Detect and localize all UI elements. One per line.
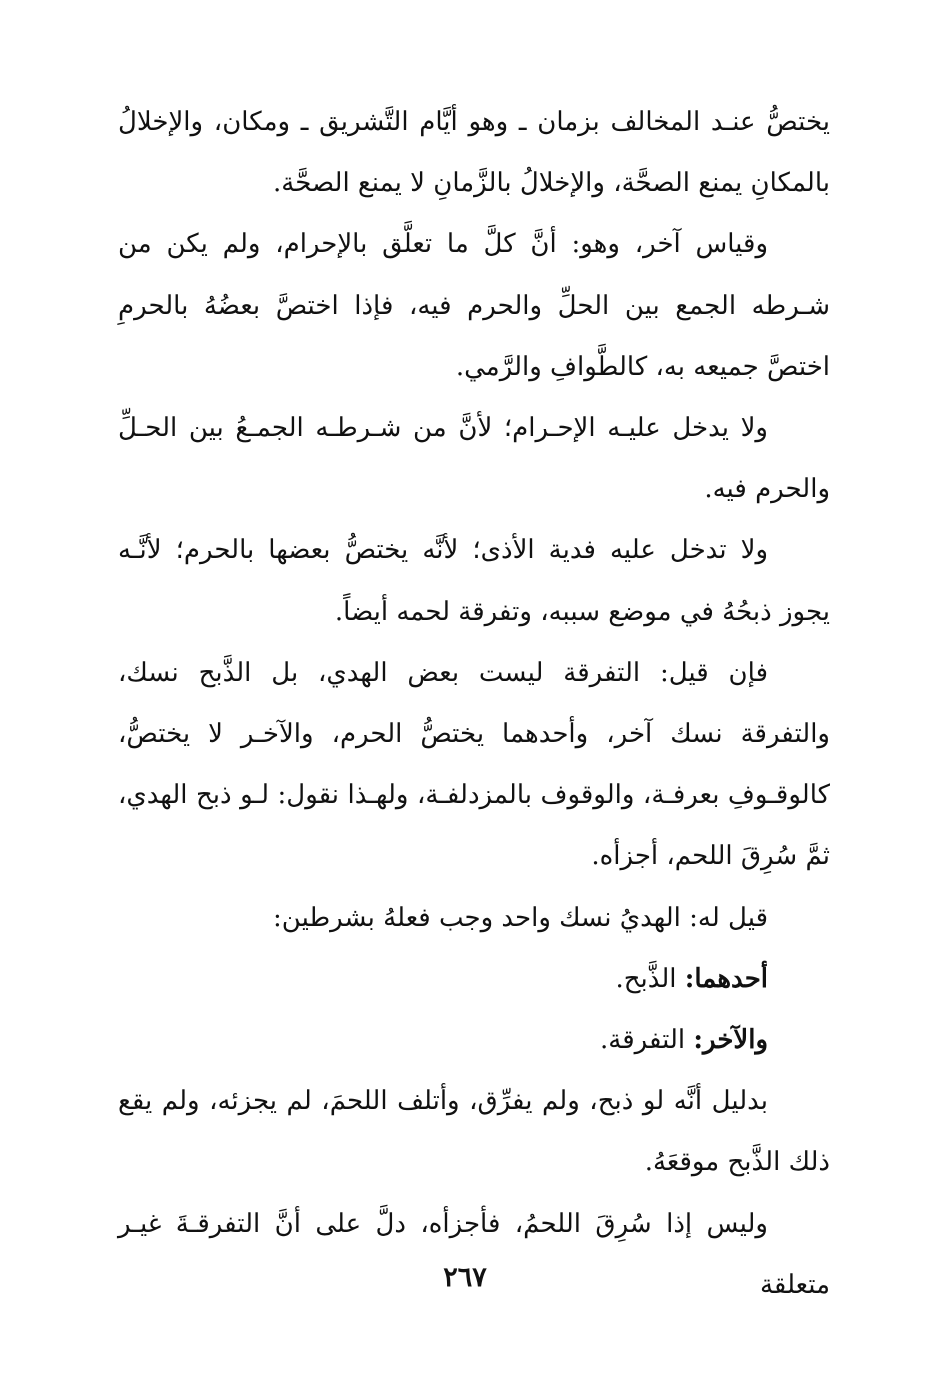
term-first-label: أحدهما: [684,963,768,994]
page-number: ٢٦٧ [443,1262,487,1293]
paragraph-evidence: بدليل أنَّه لو ذبح، ولم يفرِّق، وأتلف اللحمَ، لم يجزئه، ولم يقع ذلك الذَّبح موقعَهُ. [118,1086,830,1178]
term-second-value: التفرقة. [599,1025,686,1056]
paragraph-qiyas: وقياس آخر، وهو: أنَّ كلَّ ما تعلَّق بالإحرام، ولم يكن من شـرطه الجمع بين الحلِّ والحرم فيه، فإذا اختصَّ بعضُهُ بالحرمِ اختصَّ جميعه به، كالطَّوافِ والرَّمي. [118,229,830,382]
term-second [118,1010,830,1071]
paragraph-reply: قيل له: الهديُ نسك واحد وجب فعلهُ بشرطين: [273,902,768,933]
paragraph-fidyah: ولا تدخل عليه فدية الأذى؛ لأنَّه يختصُّ بعضها بالحرم؛ لأنَّـه يجوز ذبحُهُ في موضع سببه، وتفرقة لحمه أيضاً. [118,535,830,627]
paragraph-objection: فإن قيل: التفرقة ليست بعض الهدي، بل الذَّبح نسك، والتفرقة نسك آخر، وأحدهما يختصُّ الحرم، والآخـر لا يختصُّ، كالوقـوفِ بعرفـة، والوقوف بالمزدلفـة، ولهـذا نقول: لـو ذبح الهدي، ثمَّ سُرِقَ اللحم، أجزأه. [118,657,830,872]
page-body-text [118,92,830,1316]
paragraph-final: وليس إذا سُرِقَ اللحمُ، فأجزأه، دلَّ على أنَّ التفرقـةَ غيـر متعلقة [118,1208,830,1300]
paragraph-ihram: ولا يدخل عليـه الإحـرام؛ لأنَّ من شـرطـه الجمـعُ بين الحـلِّ والحرم فيه. [118,413,830,505]
term-first-value: الذَّبح. [615,963,677,994]
term-second-label: والآخر: [693,1025,768,1056]
term-first [118,949,830,1010]
paragraph-continuation: يختصُّ عنـد المخالف بزمان ـ وهو أيَّام التَّشريق ـ ومكان، والإخلالُ بالمكانِ يمنع الصحَّة، والإخلالُ بالزَّمانِ لا يمنع الصحَّة. [118,107,830,199]
